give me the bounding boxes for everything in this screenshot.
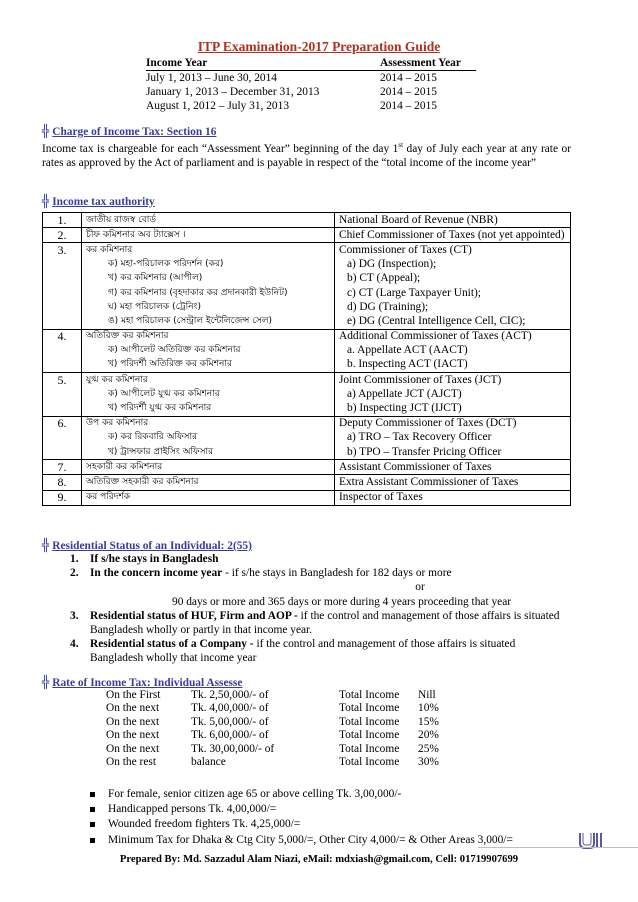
bangla-label: খ) পরিদর্শী যুগ্ম কর কমিশনার (82, 401, 335, 416)
section-mark-icon: ╬ (42, 194, 50, 208)
bangla-label: চীফ কমিশনার অব ট্যাক্সেস । (82, 228, 335, 243)
slab-label: On the next (106, 702, 160, 715)
bangla-label: ক) আপীলেট অতিরিক্ত কর কমিশনার (82, 344, 335, 358)
row-number (43, 387, 82, 401)
charge-heading (42, 124, 216, 138)
list-item (88, 833, 588, 848)
residential-list (70, 552, 570, 666)
bangla-label: ঘ) মহা পরিচালক (ট্রেনিং) (82, 300, 335, 314)
bangla-label: খ) কর কমিশনার (আপীল) (82, 272, 335, 286)
row-number (43, 300, 82, 314)
row-number: 9. (43, 490, 82, 505)
bangla-label: অতিরিক্ত কর কমিশনার (82, 329, 335, 344)
bullet-square-icon (90, 792, 95, 797)
table-row (43, 228, 571, 243)
english-label: Joint Commissioner of Taxes (JCT) (335, 373, 571, 388)
section-mark-icon: ╬ (42, 538, 50, 552)
rate-value: 10% (418, 702, 439, 715)
table-row (43, 401, 571, 416)
income-year-cell: July 1, 2013 – June 30, 2014 (146, 72, 277, 84)
income-year-table (146, 56, 476, 113)
bangla-label: অতিরিক্ত সহকারী কর কমিশনার (82, 475, 335, 490)
english-label: a) Appellate JCT (AJCT) (335, 387, 571, 401)
authority-heading (42, 194, 155, 208)
bangla-label: ক) আপীলেট যুগ্ম কর কমিশনার (82, 387, 335, 401)
english-label: a) TRO – Tax Recovery Officer (335, 431, 571, 445)
list-item-text: or (415, 581, 425, 594)
charge-sup: st (398, 141, 404, 149)
row-number (43, 401, 82, 416)
slab-amount: Tk. 4,00,000/- of (191, 702, 269, 715)
bangla-label: খ) পরিদর্শী অতিরিক্ত কর কমিশনার (82, 358, 335, 373)
table-row (43, 300, 571, 314)
row-number (43, 344, 82, 358)
section-mark-icon: ╬ (42, 675, 50, 689)
rate-value: 15% (418, 715, 439, 728)
english-label: c) CT (Large Taxpayer Unit); (335, 286, 571, 300)
row-number: 6. (43, 416, 82, 431)
list-item-text: 90 days or more and 365 days or more during 4 years proceeding that year (172, 595, 512, 608)
bullet-text: Wounded freedom fighters Tk. 4,25,000/= (108, 818, 301, 831)
table-row (43, 286, 571, 300)
english-label: Additional Commissioner of Taxes (ACT) (335, 329, 571, 344)
slab-amount: Tk. 30,00,000/- of (191, 742, 275, 755)
bullet-square-icon (90, 822, 95, 827)
rates-heading (42, 675, 242, 689)
charge-paragraph (42, 138, 571, 171)
list-item-title: If s/he stays in Bangladesh (90, 553, 219, 565)
income-label: Total Income (339, 756, 400, 769)
slab-amount: Tk. 2,50,000/- of (191, 689, 269, 701)
rate-value: 30% (418, 756, 439, 769)
footer-credit: Prepared By: Md. Sazzadul Alam Niazi, eMail: mdxiash@gmail.com, Cell: 01719907699 (119, 854, 519, 865)
charge-text-after: day of July each year at any rate or rates as approved by the Act of parliament and is payable in respect of the “total income of the income year” (42, 142, 571, 170)
english-label: Assistant Commissioner of Taxes (335, 460, 571, 475)
slab-label: On the next (106, 715, 160, 728)
income-label: Total Income (339, 702, 400, 715)
table-row (146, 99, 476, 113)
assessment-year-cell: 2014 – 2015 (380, 100, 437, 112)
english-label: b. Inspecting ACT (IACT) (335, 358, 571, 373)
table-row (43, 460, 571, 475)
bangla-label: কর কমিশনার (82, 243, 335, 258)
table-row (43, 358, 571, 373)
income-year-cell: August 1, 2012 – July 31, 2013 (146, 100, 290, 112)
english-label: b) TPO – Transfer Pricing Officer (335, 445, 571, 460)
row-number (43, 358, 82, 373)
table-row (43, 387, 571, 401)
list-item (70, 580, 570, 594)
list-item-title: Residential status of HUF, Firm and AOP - (90, 609, 298, 622)
bullet-square-icon (90, 838, 95, 843)
english-label: b) Inspecting JCT (IJCT) (335, 401, 571, 416)
row-number: 3. (43, 243, 82, 258)
table-row (43, 272, 571, 286)
bangla-label: কর পরিদর্শক (82, 490, 335, 505)
income-year-header: Income Year (146, 56, 380, 71)
table-row (106, 702, 458, 715)
english-label: Inspector of Taxes (335, 490, 571, 505)
bangla-label: উপ কর কমিশনার (82, 416, 335, 431)
table-row (106, 716, 458, 729)
list-item-text: if the control and management of those affairs is situated Bangladesh wholly that income year (90, 638, 516, 665)
english-label: b) CT (Appeal); (335, 272, 571, 286)
rate-value: Nill (418, 689, 436, 701)
rates-table (106, 689, 458, 769)
list-number: 4. (70, 638, 79, 651)
table-row (106, 729, 458, 742)
bullet-text: For female, senior citizen age 65 or above celling Tk. 3,00,000/- (108, 788, 402, 800)
rates-heading-text: Rate of Income Tax: Individual Assesse (52, 677, 243, 689)
bullet-text: Minimum Tax for Dhaka & Ctg City 5,000/=, Other City 4,000/= & Other Areas 3,000/= (108, 833, 513, 846)
row-number (43, 445, 82, 460)
row-number: 4. (43, 329, 82, 344)
row-number (43, 314, 82, 329)
row-number: 5. (43, 373, 82, 388)
english-label: Chief Commissioner of Taxes (not yet appointed) (335, 228, 571, 243)
list-number: 3. (70, 609, 79, 622)
table-row (43, 213, 571, 228)
table-row (43, 431, 571, 445)
english-label: a) DG (Inspection); (335, 258, 571, 272)
table-row (146, 85, 476, 99)
income-label: Total Income (339, 689, 400, 701)
table-row (43, 243, 571, 258)
table-row (106, 743, 458, 756)
section-mark-icon: ╬ (42, 124, 50, 138)
table-row (43, 490, 571, 505)
english-label: Extra Assistant Commissioner of Taxes (335, 475, 571, 490)
list-item (88, 787, 588, 802)
table-row (106, 756, 458, 769)
bullet-square-icon (90, 807, 95, 812)
table-row (43, 329, 571, 344)
rate-value: 25% (418, 742, 439, 755)
bangla-label: যুগ্ম কর কমিশনার (82, 373, 335, 388)
row-number: 7. (43, 460, 82, 475)
table-row (43, 344, 571, 358)
table-row (43, 373, 571, 388)
table-row (43, 416, 571, 431)
rate-value: 20% (418, 729, 439, 742)
row-number (43, 431, 82, 445)
list-item (88, 802, 588, 817)
charge-heading-text: Charge of Income Tax: Section 16 (52, 126, 217, 138)
list-item-title: Residential status of a Company - (90, 638, 254, 651)
list-item-title: In the concern income year (90, 567, 223, 580)
bangla-label: গ) কর কমিশনার (বৃহদাকার কর প্রদানকারী ইউনিট) (82, 286, 335, 300)
bangla-label: খ) ট্রান্সফার প্রাইসিং অফিসার (82, 445, 335, 460)
bullet-text: Handicapped persons Tk. 4,00,000/= (108, 803, 277, 816)
assessment-year-cell: 2014 – 2015 (380, 72, 437, 84)
row-number (43, 286, 82, 300)
list-item (88, 817, 588, 832)
slab-label: On the next (106, 742, 160, 755)
row-number: 1. (43, 213, 82, 228)
slab-amount: Tk. 5,00,000/- of (191, 715, 269, 728)
table-row (43, 445, 571, 460)
slab-amount: balance (191, 756, 226, 769)
english-label: Commissioner of Taxes (CT) (335, 243, 571, 258)
list-item-text: if the control and management of those affairs is situated Bangladesh wholly or partly in that income year. (90, 609, 560, 637)
bangla-label: ক) মহা-পরিচালক পরিদর্শন (কর) (82, 258, 335, 272)
list-item-text: - if s/he stays in Bangladesh for 182 days or more (222, 567, 452, 580)
page-title: ITP Examination-2017 Preparation Guide (197, 39, 441, 54)
bangla-label: ক) কর রিকবারি অফিসার (82, 431, 335, 445)
assessment-year-cell: 2014 – 2015 (380, 86, 437, 98)
bangla-label: সহকারী কর কমিশনার (82, 460, 335, 475)
english-label: Deputy Commissioner of Taxes (DCT) (335, 416, 571, 431)
english-label: a. Appellate ACT (AACT) (335, 344, 571, 358)
slab-label: On the rest (106, 756, 156, 769)
footer-divider (478, 847, 638, 848)
row-number: 2. (43, 228, 82, 243)
table-row (146, 71, 476, 86)
slab-label: On the First (106, 689, 161, 701)
authority-heading-text: Income tax authority (52, 196, 155, 208)
bangla-label: জাতীয় রাজস্ব বোর্ড (82, 213, 335, 228)
residential-heading (42, 538, 252, 552)
authority-table (42, 212, 571, 506)
table-row (43, 258, 571, 272)
income-label: Total Income (339, 715, 400, 728)
income-label: Total Income (339, 742, 400, 755)
english-label: d) DG (Training); (335, 300, 571, 314)
list-number: 2. (70, 567, 79, 580)
list-item (70, 595, 570, 609)
list-item (70, 552, 570, 566)
assessment-year-header: Assessment Year (380, 56, 476, 71)
residential-heading-text: Residential Status of an Individual: 2(55) (52, 540, 252, 552)
english-label: e) DG (Central Intelligence Cell, CIC); (335, 314, 571, 329)
list-number: 1. (70, 553, 79, 565)
list-item (70, 609, 570, 637)
charge-text-before: Income tax is chargeable for each “Assessment Year” beginning of the day 1 (42, 142, 399, 155)
slab-amount: Tk. 6,00,000/- of (191, 729, 269, 742)
list-item (70, 637, 570, 665)
table-row (43, 314, 571, 329)
table-row (106, 689, 458, 702)
income-year-cell: January 1, 2013 – December 31, 2013 (146, 86, 320, 98)
list-item (70, 566, 570, 580)
bullet-list (88, 787, 588, 848)
row-number (43, 272, 82, 286)
income-label: Total Income (339, 729, 400, 742)
row-number (43, 258, 82, 272)
table-row (43, 475, 571, 490)
slab-label: On the next (106, 729, 160, 742)
english-label: National Board of Revenue (NBR) (335, 213, 571, 228)
bangla-label: ঙ) মহা পরিচালক (সেন্ট্রাল ইন্টেলিজেন্স সেল) (82, 314, 335, 329)
row-number: 8. (43, 475, 82, 490)
